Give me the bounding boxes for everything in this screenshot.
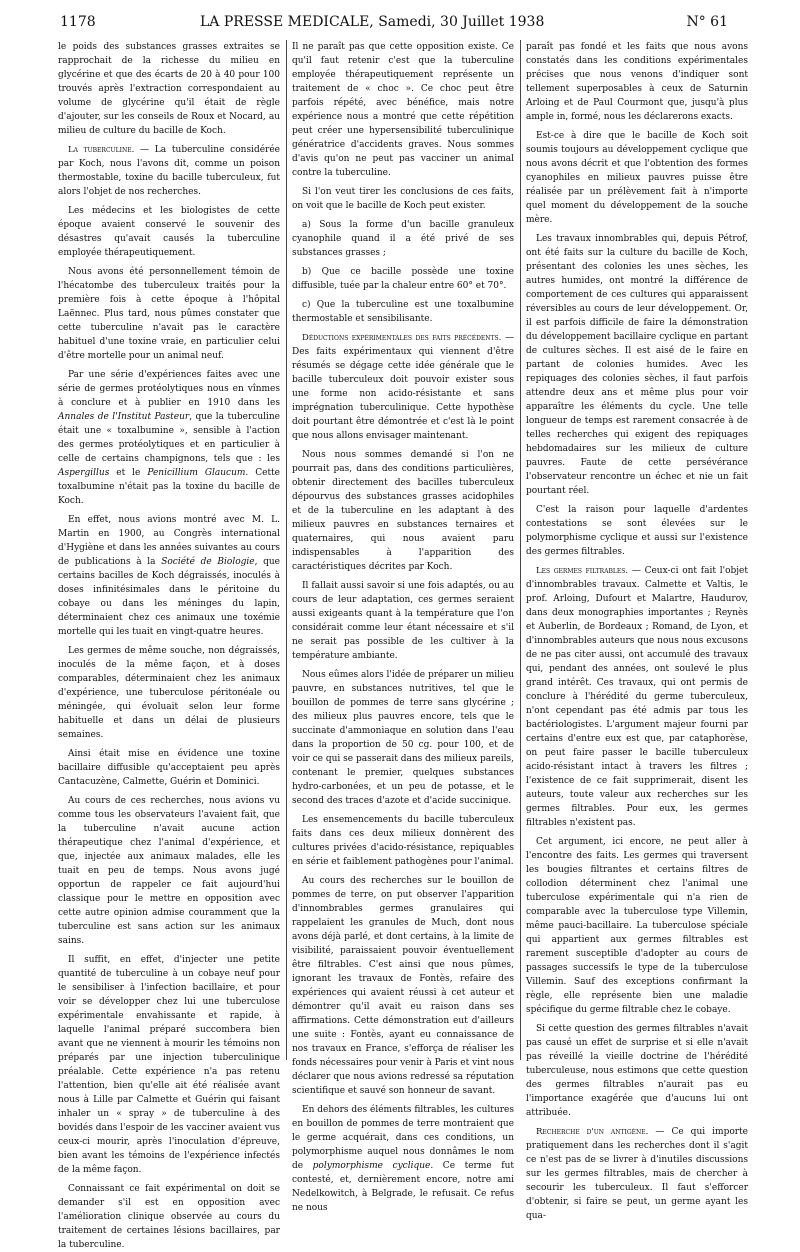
page-number: 1178: [60, 14, 96, 30]
paragraph: Il ne paraît pas que cette opposition existe. Ce qu'il faut retenir c'est que la tuberculine employée thérapeutiquement représente un traitement de « choc ». Ce choc peut être parfois répété, avec bénéfice, mais notre expérience nous a montré que cette répétition peut créer une hypersensibilité tuberculinique génératrice d'accidents graves. Nous sommes d'avis qu'on ne peut pas vacciner un animal contre la tuberculine.: [292, 42, 514, 178]
paragraph-text: En dehors des éléments filtrables, les cultures en bouillon de pommes de terre montraient que le germe acquérait, dans ces conditions, un polymorphisme auquel nous donnâmes le nom de: [292, 1105, 514, 1171]
paragraph-text: . Ce terme fut contesté, et, dernièrement encore, notre ami Nedelkowitch, à Belgrade, le refusait. Ce refus ne nous: [292, 1161, 515, 1213]
species-name: Aspergillus: [58, 468, 110, 478]
paragraph: Il suffit, en effet, d'injecter une petite quantité de tuberculine à un cobaye neuf pour le sensibiliser à l'infection bacillaire, et pour voir se développer chez lui une tuberculose expérimentale envahissante et rapide, à laquelle l'animal préparé succombera bien avant que ne viennent à mourir les témoins non préparés par une injection tuberculinique préalable. Cette expérience n'a pas retenu l'attention, bien qu'elle ait été réalisée avant nous à Lille par Calmette et Guérin qui faisant inhaler un « spray » de tuberculine à des bovidés dans l'espoir de les vacciner avaient vus ceux-ci mourir, après l'inoculation d'épreuve, bien avant les témoins de l'expérience infectés de la même façon.: [58, 955, 280, 1175]
paragraph: Si cette question des germes filtrables n'avait pas causé un effet de surprise et si elle n'avait pas réveillé la vieille doctrine de l'hérédité tuberculeuse, nous estimons que cette question des germes filtrables n'aurait pas eu l'importance exagérée que d'aucuns lui ont attribuée.: [526, 1024, 748, 1118]
section-heading: Recherche d'un antigène.: [536, 1127, 649, 1137]
paragraph: Nous avons été personnellement témoin de l'hécatombe des tuberculeux traités pour la première fois à cette époque à l'hôpital Laënnec. Plus tard, nous pûmes constater que cette tuberculine n'avait pas le caractère habituel d'une toxine vraie, en particulier celui d'être mortelle pour un animal neuf.: [58, 267, 280, 361]
column-left: [58, 40, 281, 1250]
paragraph: Si l'on veut tirer les conclusions de ces faits, on voit que le bacille de Koch peut exister.: [292, 187, 514, 211]
section-antigene: [526, 1125, 748, 1223]
column-divider: [286, 40, 287, 1060]
column-right: [526, 40, 748, 1221]
paragraph-text: — Des faits expérimentaux qui viennent d'être résumés se dégage cette idée générale que le bacille tuberculeux doit pouvoir exister sous une forme non acido-résistante et sans imprégnation tuberculinique. Cette hypothèse doit pourtant être démontrée et c'est là le point que nous allons envisager maintenant.: [292, 333, 514, 441]
section-tuberculine: [58, 143, 280, 199]
paragraph-text: , que certains bacilles de Koch dégraissés, inoculés à doses infinitésimales dans le péritoine du cobaye ou dans les méninges du lapin, déterminaient chez ces animaux une toxémie mortelle qui les tuait en vingt-quatre heures.: [58, 557, 280, 637]
paragraph: Il fallait aussi savoir si une fois adaptés, ou au cours de leur adaptation, ces germes seraient aussi exigeants quant à la température que l'on considérait comme leur étant nécessaire et s'il ne serait pas possible de les cultiver à la température ambiante.: [292, 581, 514, 661]
paragraph: Les germes de même souche, non dégraissés, inoculés de la même façon, et à doses comparables, déterminaient chez les animaux d'expérience, une tuberculose péritonéale ou méningée, qui évoluait selon leur forme habituelle et dans un délai de plusieurs semaines.: [58, 646, 280, 740]
paragraph: [292, 1103, 514, 1215]
paragraph: Au cours des recherches sur le bouillon de pommes de terre, on put observer l'apparition d'innombrables germes granulaires qui rappelaient les granules de Much, dont nous avons déjà parlé, et dont certains, à la limite de visibilité, paraissaient pouvoir éventuellement être filtrables. C'est ainsi que nous pûmes, ignorant les travaux de Fontès, refaire des expériences qui avaient réussi à cet auteur et démontrer qu'il avait eu raison dans ses affirmations. Cette démonstration eut d'ailleurs une suite : Fontès, ayant eu connaissance de nos travaux en France, s'efforça de réaliser les fonds nécessaires pour venir à Paris et vint nous déclarer que nous avions redressé sa réputation scientifique et sauvé son honneur de savant.: [292, 876, 514, 1096]
paragraph: Nous nous sommes demandé si l'on ne pourrait pas, dans des conditions particulières, obtenir directement des bacilles tuberculeux dépourvus des substances grasses acidophiles et de la tuberculine en les adaptant à des milieux pauvres en substances ternaires et quaternaires, qui nous avaient paru indispensables à l'apparition des caractéristiques décrites par Koch.: [292, 450, 514, 572]
paragraph: C'est la raison pour laquelle d'ardentes contestations se sont élevées sur le polymorphisme cyclique et aussi sur l'existence des germes filtrables.: [526, 505, 748, 557]
paragraph: Les ensemencements du bacille tuberculeux faits dans ces deux milieux donnèrent des cultures privées d'acido-résistance, repiquables en série et faiblement pathogènes pour l'animal.: [292, 815, 514, 867]
paragraph-text: — Ce qui importe pratiquement dans les recherches dont il s'agit ce n'est pas de se livrer à d'inutiles discussions sur les germes filtrables, mais de chercher à secourir les tuberculeux. Il faut s'efforcer d'obtenir, si faire se peut, un germe ayant les qua-: [526, 1127, 748, 1221]
paragraph-text: En effet, nous avions montré avec M. L. Martin en 1900, au Congrès international d'Hygiène et dans les années suivantes au cours de publications à la: [58, 515, 280, 567]
paragraph-text: Par une série d'expériences faites avec une série de germes protéolytiques nous en vînmes à conclure et à publier en 1910 dans les: [58, 370, 280, 408]
paragraph: le poids des substances grasses extraites se rapprochait de la richesse du milieu en glycérine et que des écarts de 20 à 40 pour 100 trouvés après l'extraction correspondaient au volume de glycérine qu'il était de règle d'ajouter, sur les conseils de Roux et Nocard, au milieu de culture du bacille de Koch.: [58, 42, 280, 136]
paragraph-text: . Cette toxalbumine n'était pas la toxine du bacille de Koch.: [58, 468, 281, 506]
paragraph: paraît pas fondé et les faits que nous avons constatés dans les conditions expérimentales précises que nous venons d'indiquer sont tellement superposables à ceux de Saturnin Arloing et de Paul Courmont que, jusqu'à plus ample in, formé, nous les déclarerons exacts.: [526, 42, 748, 122]
paragraph: Les médecins et les biologistes de cette époque avaient conservé le souvenir des désastres qu'avait causés la tuberculine employée thérapeutiquement.: [58, 206, 280, 258]
journal-citation: Annales de l'Institut Pasteur: [58, 412, 190, 422]
article-body: [58, 40, 748, 1250]
society-citation: Société de Biologie: [161, 557, 255, 567]
paragraph-text: — La tuberculine considérée par Koch, nous l'avons dit, comme un poison thermostable, toxine du bacille tuberculeux, fut alors l'objet de nos recherches.: [58, 145, 280, 197]
paragraph: Est-ce à dire que le bacille de Koch soit soumis toujours au développement cyclique que nous avons décrit et que l'obtention des formes cyanophiles en milieux pauvres puisse être réalisée par un prélèvement fait à n'importe quel moment du développement de la souche mère.: [526, 131, 748, 225]
list-item: b) Que ce bacille possède une toxine diffusible, tuée par la chaleur entre 60° et 70°.: [292, 267, 514, 291]
section-heading: Les germes filtrables.: [536, 566, 629, 576]
list-item: c) Que la tuberculine est une toxalbumine thermostable et sensibilisante.: [292, 300, 514, 324]
paragraph: [58, 513, 280, 639]
journal-title-line: LA PRESSE MEDICALE, Samedi, 30 Juillet 1938: [200, 14, 545, 30]
column-middle: [292, 40, 515, 1213]
species-name: Penicillium Glaucum: [147, 468, 246, 478]
paragraph: Nous eûmes alors l'idée de préparer un milieu pauvre, en substances nutritives, tel que le bouillon de pommes de terre sans glycérine ; des milieux plus pauvres encore, tels que le succinate d'ammoniaque en solution dans l'eau dans la proportion de 50 cg. pour 100, et de voir ce qui se passerait dans des milieux pareils, contenant le premier, quelques substances hydro-carbonées, et un peu de potasse, et le second des traces d'azote et d'acide succinique.: [292, 670, 514, 806]
issue-number: N° 61: [686, 14, 728, 30]
section-heading: Déductions expérimentales des faits précédents.: [302, 333, 502, 343]
paragraph: Au cours de ces recherches, nous avions vu comme tous les observateurs l'avaient fait, que la tuberculine n'avait aucune action thérapeutique chez l'animal d'expérience, et que, injectée aux animaux malades, elle les tuait en peu de temps. Nous avons jugé opportun de rappeler ce fait aujourd'hui classique pour le mettre en opposition avec cette autre opinion admise couramment que la tuberculine est sans action sur les animaux sains.: [58, 796, 280, 946]
column-divider: [520, 40, 521, 1060]
paragraph: [58, 368, 280, 508]
term-polymorphism: polymorphisme cyclique: [312, 1161, 431, 1171]
paragraph: Connaissant ce fait expérimental on doit se demander s'il est en opposition avec l'amélioration clinique observée au cours du traitement de certaines lésions bacillaires, par la tuberculine.: [58, 1184, 280, 1250]
list-item: a) Sous la forme d'un bacille granuleux cyanophile quand il a été privé de ses substances grasses ;: [292, 220, 514, 258]
section-deductions: [292, 331, 514, 443]
paragraph: Cet argument, ici encore, ne peut aller à l'encontre des faits. Les germes qui traversent les bougies filtrantes et certains filtres de collodion déterminent chez l'animal une tuberculose expérimentale qui n'a rien de comparable avec la tuberculose type Villemin, même pauci-bacillaire. La tuberculose spéciale qui appartient aux germes filtrables est rarement susceptible d'adopter au cours de passages successifs le type de la tuberculose Villemin. Sauf des exceptions confirmant la règle, elle représente bien une maladie spécifique du germe filtrable chez le cobaye.: [526, 837, 748, 1015]
section-germes-filtrables: [526, 564, 748, 830]
section-heading: La tuberculine.: [68, 145, 135, 155]
paragraph: Ainsi était mise en évidence une toxine bacillaire diffusible qu'acceptaient peu après Cantacuzène, Calmette, Guérin et Dominici.: [58, 749, 280, 787]
paragraph-text: — Ceux-ci ont fait l'objet d'innombrables travaux. Calmette et Valtis, le prof. Arloing, Dufourt et Malartre, Haudurov, dans deux monographies importantes ; Reynès et Auberlin, de Bordeaux ; Romand, de Lyon, et d'innombrables auteurs que nous nous excusons de ne pas citer aussi, ont accumulé des travaux qui, pendant des années, ont soulevé le plus grand intérêt. Ces travaux, qui ont permis de conclure à l'hérédité du germe tuberculeux, n'ont cependant pas été admis par tous les bactériologistes. L'argument majeur fourni par certains d'entre eux est que, par cataphorèse, on peut faire passer le bacille tuberculeux acido-résistant intact à travers les filtres ; l'existence de ce fait supprimerait, disent les auteurs, toute valeur aux recherches sur les germes filtrables. Pour eux, les germes filtrables n'existent pas.: [526, 566, 748, 828]
paragraph-text: et le: [109, 468, 148, 478]
paragraph-text: , que la tuberculine était une « toxalbumine », sensible à l'action des germes protéolytiques et en particulier à celle de certains champignons, tels que : les: [58, 412, 280, 464]
paragraph: Les travaux innombrables qui, depuis Pétrof, ont été faits sur la culture du bacille de Koch, présentant des colonies les unes sèches, les autres humides, ont montré la différence de comportement de ces cultures qui apparaissent réversibles au cours de leur développement. Or, il est parfois difficile de faire la démonstration du développement bacillaire cyclique en partant de cultures sèches. Il est aisé de le faire en partant de colonies humides. Avec les repiquages des colonies sèches, il faut parfois attendre deux ans et même plus pour voir apparaître les éléments du cycle. Une telle longueur de temps est rarement consacrée à de telles recherches qui exigent des repiquages hebdomadaires sur les milieux de culture pauvres. Faute de cette persévérance l'observateur rencontre un échec et nie un fait pourtant réel.: [526, 234, 748, 496]
page-header: [60, 14, 728, 38]
